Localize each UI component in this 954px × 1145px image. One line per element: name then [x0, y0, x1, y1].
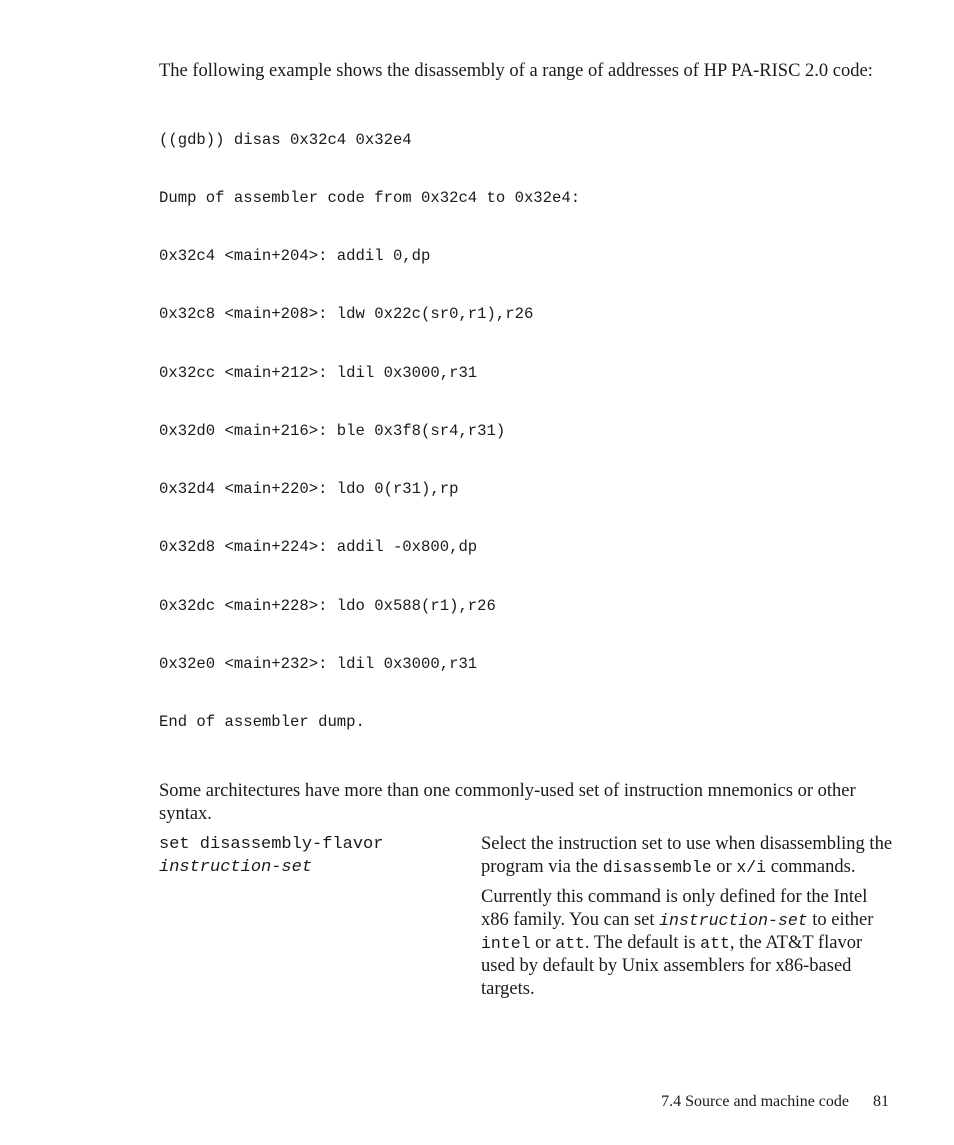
- command-description: [481, 833, 894, 1001]
- code-line: End of assembler dump.: [159, 713, 365, 731]
- footer-section-title: 7.4 Source and machine code: [661, 1093, 849, 1110]
- desc-text: to either: [807, 910, 874, 931]
- intro-paragraph: The following example shows the disassembly of a range of addresses of HP PA-RISC 2.0 code:: [159, 61, 873, 81]
- command-argument: instruction-set: [159, 858, 313, 878]
- page-content: [159, 60, 894, 1001]
- desc-text: or: [530, 933, 556, 954]
- code-line: 0x32e0 <main+232>: ldil 0x3000,r31: [159, 654, 478, 673]
- syntax-paragraph: Some architectures have more than one commonly-used set of instruction mnemonics or other syntax.: [159, 781, 856, 825]
- desc-text: . The default is: [584, 933, 701, 954]
- disassembly-code-block: [159, 92, 894, 771]
- code-line: ((gdb)) disas 0x32c4 0x32e4: [159, 130, 412, 149]
- desc-text: Select the instruction set to use when disassembling the program via the: [481, 834, 893, 878]
- command-name: set disassembly-flavor: [159, 835, 384, 855]
- code-line: 0x32d4 <main+220>: ldo 0(r31),rp: [159, 480, 459, 499]
- code-line: 0x32c8 <main+208>: ldw 0x22c(sr0,r1),r26: [159, 305, 534, 324]
- inline-code: x/i: [736, 858, 767, 878]
- code-line: 0x32c4 <main+204>: addil 0,dp: [159, 247, 431, 266]
- page-footer: [661, 1092, 889, 1112]
- code-line: 0x32d8 <main+224>: addil -0x800,dp: [159, 538, 478, 557]
- inline-code: disassemble: [602, 858, 712, 878]
- inline-code: att: [555, 934, 585, 954]
- inline-code-italic: instruction-set: [659, 911, 808, 931]
- code-line: 0x32cc <main+212>: ldil 0x3000,r31: [159, 363, 478, 382]
- desc-text: Currently this command is only defined for the Intel x86 family. You can set: [481, 887, 868, 931]
- description-paragraph-1: [481, 833, 894, 879]
- inline-code: att: [700, 934, 730, 954]
- inline-code: intel: [481, 934, 531, 954]
- desc-text: commands.: [766, 857, 856, 878]
- page-number: 81: [873, 1093, 889, 1110]
- desc-text: or: [711, 857, 737, 878]
- code-line: 0x32dc <main+228>: ldo 0x588(r1),r26: [159, 596, 496, 615]
- command-definition: [159, 833, 894, 1001]
- description-paragraph-2: [481, 886, 894, 1001]
- desc-text: , the AT&T flavor used by default by Unix assemblers for x86-based targets.: [481, 933, 863, 1000]
- command-term: [159, 833, 481, 1001]
- code-line: Dump of assembler code from 0x32c4 to 0x32e4:: [159, 189, 581, 208]
- code-line: 0x32d0 <main+216>: ble 0x3f8(sr4,r31): [159, 421, 506, 440]
